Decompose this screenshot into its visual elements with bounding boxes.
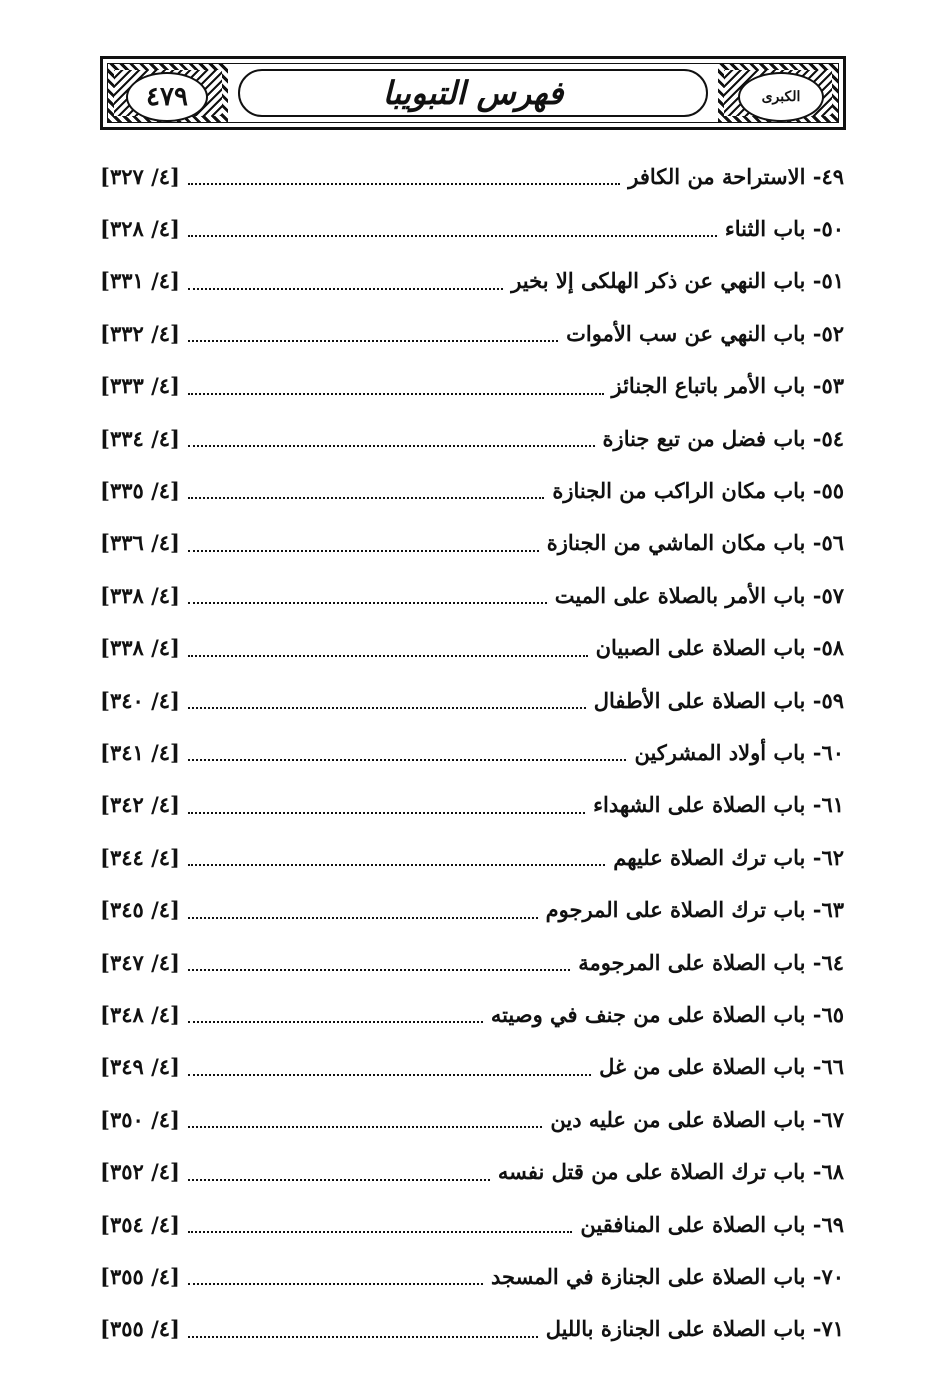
toc-entry-title: ٦٣- باب ترك الصلاة على المرجوم — [545, 897, 844, 923]
toc-entry-title: ٧٠- باب الصلاة على الجنازة في المسجد — [490, 1263, 844, 1289]
toc-entry — [100, 261, 844, 301]
toc-entry-title: ٥٩- باب الصلاة على الأطفال — [593, 687, 844, 713]
toc-entry — [100, 680, 844, 720]
toc-entry-page-ref: [٤/ ٣٤٠] — [100, 687, 180, 713]
toc-entry-page-ref: [٤/ ٣٤٩] — [100, 1054, 180, 1080]
toc-entry-title: ٥١- باب النهي عن ذكر الهلكى إلا بخير — [511, 268, 844, 294]
toc-entry-page-ref: [٤/ ٣٤١] — [100, 739, 180, 765]
dot-leader — [188, 183, 620, 185]
toc-entry-page-ref: [٤/ ٣٣٤] — [100, 425, 180, 451]
dot-leader — [188, 917, 538, 919]
toc-entry — [100, 575, 844, 615]
dot-leader — [188, 655, 588, 657]
toc-entry-title: ٥٤- باب فضل من تبع جنازة — [602, 425, 844, 451]
toc-entry-page-ref: [٤/ ٣٤٨] — [100, 1001, 180, 1027]
dot-leader — [188, 288, 503, 290]
page-header — [100, 56, 846, 130]
toc-entry-title: ٥٣- باب الأمر باتباع الجنائز — [611, 373, 844, 399]
dot-leader — [188, 393, 604, 395]
dot-leader — [188, 759, 626, 761]
toc-entry — [100, 732, 844, 772]
dot-leader — [188, 1021, 483, 1023]
toc-entry — [100, 1256, 844, 1296]
toc-entry-page-ref: [٤/ ٣٤٧] — [100, 949, 180, 975]
toc-entry-title: ٧١- باب الصلاة على الجنازة بالليل — [545, 1316, 844, 1342]
toc-entry — [100, 523, 844, 563]
dot-leader — [188, 1126, 542, 1128]
toc-entry — [100, 942, 844, 982]
dot-leader — [188, 497, 544, 499]
toc-entry — [100, 418, 844, 458]
toc-entry — [100, 470, 844, 510]
toc-entry — [100, 366, 844, 406]
toc-entry-title: ٦٩- باب الصلاة على المنافقين — [580, 1211, 844, 1237]
toc-entry-title: ٦٢- باب ترك الصلاة عليهم — [613, 844, 844, 870]
toc-entry-title: ٦٦- باب الصلاة على من غل — [599, 1054, 844, 1080]
dot-leader — [188, 550, 539, 552]
dot-leader — [188, 969, 570, 971]
toc-entry-title: ٦٨- باب ترك الصلاة على من قتل نفسه — [497, 1159, 844, 1185]
dot-leader — [188, 235, 717, 237]
toc-entry-page-ref: [٤/ ٣٥٤] — [100, 1211, 180, 1237]
toc-entry — [100, 313, 844, 353]
toc-entry-page-ref: [٤/ ٣٣٦] — [100, 530, 180, 556]
dot-leader — [188, 707, 586, 709]
dot-leader — [188, 812, 585, 814]
toc-entry-title: ٤٩- الاستراحة من الكافر — [628, 163, 844, 189]
toc-entry-page-ref: [٤/ ٣٣٣] — [100, 373, 180, 399]
toc-entry-page-ref: [٤/ ٣٣٨] — [100, 635, 180, 661]
dot-leader — [188, 1283, 483, 1285]
toc-entry — [100, 628, 844, 668]
dot-leader — [188, 864, 605, 866]
toc-entry — [100, 1152, 844, 1192]
toc-entry-page-ref: [٤/ ٣٣٢] — [100, 320, 180, 346]
toc-entry — [100, 994, 844, 1034]
toc-entry-title: ٥٦- باب مكان الماشي من الجنازة — [546, 530, 844, 556]
toc-entry-title: ٥٧- باب الأمر بالصلاة على الميت — [554, 582, 844, 608]
toc-entry-page-ref: [٤/ ٣٥٥] — [100, 1263, 180, 1289]
dot-leader — [188, 445, 595, 447]
toc-entry-page-ref: [٤/ ٣٥٥] — [100, 1316, 180, 1342]
dot-leader — [188, 1231, 572, 1233]
toc-entry-title: ٦٤- باب الصلاة على المرجومة — [578, 949, 844, 975]
toc-entry-page-ref: [٤/ ٣٥٠] — [100, 1106, 180, 1132]
toc-entry-page-ref: [٤/ ٣٤٢] — [100, 792, 180, 818]
toc-entry — [100, 1099, 844, 1139]
toc-entry-page-ref: [٤/ ٣٣٥] — [100, 477, 180, 503]
toc-entry — [100, 890, 844, 930]
dot-leader — [188, 1074, 591, 1076]
toc-entry — [100, 785, 844, 825]
toc-entry-page-ref: [٤/ ٣٤٤] — [100, 844, 180, 870]
toc-entry-page-ref: [٤/ ٣٢٧] — [100, 163, 180, 189]
toc-entry-title: ٥٢- باب النهي عن سب الأموات — [566, 320, 844, 346]
page-title: فهرس التبويبا — [238, 69, 708, 117]
toc-entry-title: ٦٠- باب أولاد المشركين — [634, 739, 844, 765]
page-number: ٤٧٩ — [126, 72, 208, 122]
toc-entry-title: ٥٠- باب الثناء — [724, 215, 844, 241]
toc-entry-title: ٦١- باب الصلاة على الشهداء — [593, 792, 844, 818]
toc-entry-title: ٦٥- باب الصلاة على من جنف في وصيته — [490, 1001, 844, 1027]
toc-entry-title: ٥٨- باب الصلاة على الصبيان — [595, 635, 844, 661]
toc-entry — [100, 208, 844, 248]
toc-entry-title: ٥٥- باب مكان الراكب من الجنازة — [552, 477, 844, 503]
dot-leader — [188, 1336, 538, 1338]
toc-entry — [100, 837, 844, 877]
toc-entry-page-ref: [٤/ ٣٣٨] — [100, 582, 180, 608]
dot-leader — [188, 602, 547, 604]
header-frame — [107, 63, 839, 123]
toc-entry-page-ref: [٤/ ٣٣١] — [100, 268, 180, 294]
toc-entry-page-ref: [٤/ ٣٥٢] — [100, 1159, 180, 1185]
dot-leader — [188, 340, 558, 342]
dot-leader — [188, 1179, 490, 1181]
toc-entry-page-ref: [٤/ ٣٤٥] — [100, 897, 180, 923]
toc-entry — [100, 1204, 844, 1244]
toc-entry — [100, 1309, 844, 1349]
book-logo: الكبرى — [738, 72, 824, 122]
toc-entry-title: ٦٧- باب الصلاة على من عليه دين — [550, 1106, 844, 1132]
toc-entry — [100, 156, 844, 196]
toc-entry-page-ref: [٤/ ٣٢٨] — [100, 215, 180, 241]
toc-entry — [100, 1047, 844, 1087]
